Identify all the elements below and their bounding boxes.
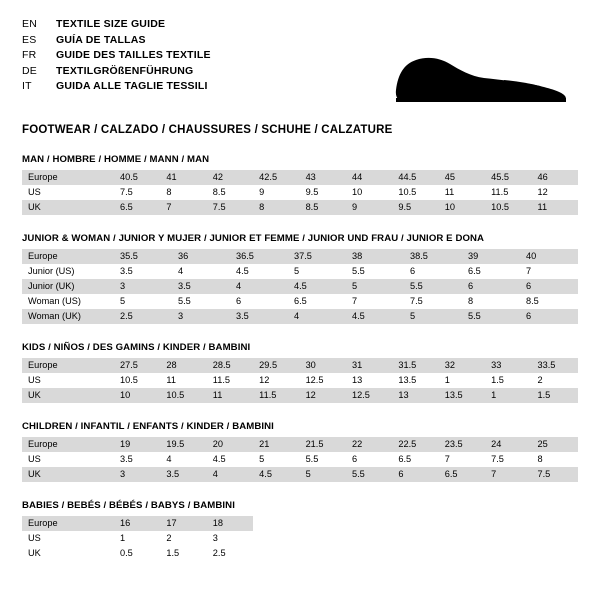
- size-cell-empty: [392, 531, 438, 546]
- size-cell: 9.5: [300, 185, 346, 200]
- size-cell-empty: [392, 546, 438, 561]
- size-cell: 12.5: [346, 388, 392, 403]
- category-title: FOOTWEAR / CALZADO / CHAUSSURES / SCHUHE / CALZATURE: [22, 124, 393, 136]
- size-cell: 3: [114, 279, 172, 294]
- size-cell-empty: [346, 531, 392, 546]
- size-cell: 2: [532, 373, 578, 388]
- size-cell-empty: [392, 516, 438, 531]
- size-cell: 10.5: [160, 388, 206, 403]
- language-title: GUIDA ALLE TAGLIE TESSILI: [56, 80, 208, 92]
- row-label: US: [22, 452, 114, 467]
- size-cell: 11.5: [485, 185, 531, 200]
- size-cell: 44.5: [392, 170, 438, 185]
- size-cell-empty: [485, 516, 531, 531]
- language-row: [22, 18, 211, 34]
- document-header: [22, 18, 578, 110]
- size-cell: 12: [532, 185, 578, 200]
- size-cell: 13.5: [439, 388, 485, 403]
- size-cell: 3: [114, 467, 160, 482]
- size-cell: 3: [207, 531, 253, 546]
- size-cell: 38: [346, 249, 404, 264]
- size-cell: 5.5: [172, 294, 230, 309]
- size-cell: 46: [532, 170, 578, 185]
- size-cell: 7: [520, 264, 578, 279]
- size-cell: 7: [439, 452, 485, 467]
- size-cell: 6: [404, 264, 462, 279]
- size-block-children: [22, 421, 578, 482]
- size-table: [22, 170, 578, 215]
- dress-shoe-icon: [390, 38, 570, 108]
- size-cell: 41: [160, 170, 206, 185]
- language-code: EN: [22, 18, 37, 30]
- table-row: [22, 249, 578, 264]
- size-cell: 4: [288, 309, 346, 324]
- language-title: GUÍA DE TALLAS: [56, 33, 146, 46]
- language-code: IT: [22, 80, 32, 92]
- size-cell: 9: [346, 200, 392, 215]
- row-label: US: [22, 185, 114, 200]
- size-cell: 1.5: [532, 388, 578, 403]
- size-cell: 19.5: [160, 437, 206, 452]
- size-cell-empty: [532, 531, 578, 546]
- size-cell: 19: [114, 437, 160, 452]
- size-cell: 10.5: [114, 373, 160, 388]
- size-cell: 22.5: [392, 437, 438, 452]
- row-label: Junior (UK): [22, 279, 114, 294]
- size-cell-empty: [346, 516, 392, 531]
- size-cell: 0.5: [114, 546, 160, 561]
- size-block-man: [22, 154, 578, 215]
- size-cell: 11.5: [207, 373, 253, 388]
- row-label: Junior (US): [22, 264, 114, 279]
- size-cell: 4: [172, 264, 230, 279]
- size-cell: 7.5: [485, 452, 531, 467]
- size-cell-empty: [485, 531, 531, 546]
- size-cell: 42.5: [253, 170, 299, 185]
- size-cell: 8: [253, 200, 299, 215]
- size-cell: 6.5: [439, 467, 485, 482]
- table-row: [22, 373, 578, 388]
- size-cell: 29.5: [253, 358, 299, 373]
- size-cell: 23.5: [439, 437, 485, 452]
- size-cell: 28: [160, 358, 206, 373]
- size-cell: 5.5: [404, 279, 462, 294]
- size-cell: 5: [346, 279, 404, 294]
- size-cell: 21: [253, 437, 299, 452]
- size-cell: 4.5: [207, 452, 253, 467]
- table-row: [22, 170, 578, 185]
- size-cell: 1: [114, 531, 160, 546]
- size-cell: 6: [392, 467, 438, 482]
- size-block-junior-woman: [22, 233, 578, 324]
- row-label: Woman (US): [22, 294, 114, 309]
- size-table: [22, 437, 578, 482]
- size-cell: 8.5: [207, 185, 253, 200]
- size-cell: 24: [485, 437, 531, 452]
- size-table: [22, 249, 578, 324]
- language-row: [22, 65, 211, 81]
- size-table: [22, 358, 578, 403]
- size-cell-empty: [300, 546, 346, 561]
- table-row: [22, 437, 578, 452]
- size-cell: 13: [392, 388, 438, 403]
- size-cell: 2.5: [207, 546, 253, 561]
- size-cell: 3.5: [114, 452, 160, 467]
- size-cell: 3.5: [172, 279, 230, 294]
- size-cell: 44: [346, 170, 392, 185]
- table-row: [22, 452, 578, 467]
- size-cell: 13.5: [392, 373, 438, 388]
- size-cell: 12.5: [300, 373, 346, 388]
- language-title-list: [22, 18, 211, 96]
- size-cell: 5: [288, 264, 346, 279]
- size-cell: 5: [114, 294, 172, 309]
- size-cell: 40.5: [114, 170, 160, 185]
- size-cell-empty: [439, 531, 485, 546]
- size-cell: 6.5: [288, 294, 346, 309]
- size-cell: 7.5: [404, 294, 462, 309]
- size-cell: 10.5: [485, 200, 531, 215]
- table-row: [22, 185, 578, 200]
- size-cell: 11: [160, 373, 206, 388]
- language-row: [22, 34, 211, 50]
- table-row: [22, 264, 578, 279]
- size-cell: 6.5: [114, 200, 160, 215]
- size-cell: 7.5: [532, 467, 578, 482]
- size-cell: 39: [462, 249, 520, 264]
- size-cell-empty: [485, 546, 531, 561]
- table-row: [22, 200, 578, 215]
- size-cell: 8: [462, 294, 520, 309]
- size-cell: 43: [300, 170, 346, 185]
- size-cell: 5.5: [346, 264, 404, 279]
- size-cell: 9: [253, 185, 299, 200]
- size-cell-empty: [532, 516, 578, 531]
- block-title: BABIES / BEBÉS / BÉBÉS / BABYS / BAMBINI: [22, 500, 235, 511]
- size-cell: 37.5: [288, 249, 346, 264]
- size-cell-empty: [253, 531, 299, 546]
- size-cell: 7: [160, 200, 206, 215]
- size-cell: 4.5: [346, 309, 404, 324]
- size-cell: 5.5: [462, 309, 520, 324]
- block-title: KIDS / NIÑOS / DES GAMINS / KINDER / BAMBINI: [22, 342, 251, 353]
- size-cell: 11: [439, 185, 485, 200]
- size-cell: 10: [114, 388, 160, 403]
- size-cell: 8: [532, 452, 578, 467]
- size-cell: 8.5: [300, 200, 346, 215]
- size-cell: 8: [160, 185, 206, 200]
- size-cell-empty: [439, 516, 485, 531]
- size-cell: 31.5: [392, 358, 438, 373]
- size-cell: 3.5: [160, 467, 206, 482]
- language-row: [22, 80, 211, 96]
- size-cell: 5.5: [300, 452, 346, 467]
- size-cell: 1.5: [485, 373, 531, 388]
- size-cell: 28.5: [207, 358, 253, 373]
- size-cell: 6: [346, 452, 392, 467]
- size-cell: 11: [532, 200, 578, 215]
- size-cell: 6: [520, 279, 578, 294]
- size-block-babies: [22, 500, 578, 561]
- row-label: Europe: [22, 170, 114, 185]
- size-cell: 4.5: [288, 279, 346, 294]
- size-cell: 36.5: [230, 249, 288, 264]
- size-cell: 10: [346, 185, 392, 200]
- block-title: JUNIOR & WOMAN / JUNIOR Y MUJER / JUNIOR ET FEMME / JUNIOR UND FRAU / JUNIOR E DONA: [22, 233, 485, 244]
- size-cell: 12: [300, 388, 346, 403]
- size-cell-empty: [300, 531, 346, 546]
- table-row: [22, 279, 578, 294]
- size-cell: 2.5: [114, 309, 172, 324]
- size-cell: 6: [230, 294, 288, 309]
- size-cell: 31: [346, 358, 392, 373]
- size-cell-empty: [346, 546, 392, 561]
- row-label: UK: [22, 467, 114, 482]
- block-title: CHILDREN / INFANTIL / ENFANTS / KINDER / BAMBINI: [22, 421, 274, 432]
- table-row: [22, 358, 578, 373]
- size-block-kids: [22, 342, 578, 403]
- table-row: [22, 294, 578, 309]
- block-title: MAN / HOMBRE / HOMME / MANN / MAN: [22, 154, 210, 165]
- size-cell: 6.5: [392, 452, 438, 467]
- row-label: US: [22, 531, 114, 546]
- size-cell: 11: [207, 388, 253, 403]
- size-cell: 32: [439, 358, 485, 373]
- language-title: GUIDE DES TAILLES TEXTILE: [56, 49, 211, 61]
- language-row: [22, 49, 211, 65]
- size-cell: 3: [172, 309, 230, 324]
- size-cell: 6.5: [462, 264, 520, 279]
- size-cell: 7.5: [114, 185, 160, 200]
- row-label: Woman (UK): [22, 309, 114, 324]
- row-label: Europe: [22, 437, 114, 452]
- table-row: [22, 388, 578, 403]
- size-cell: 1: [439, 373, 485, 388]
- size-cell: 45: [439, 170, 485, 185]
- size-cell: 6: [520, 309, 578, 324]
- table-row: [22, 531, 578, 546]
- size-cell-empty: [439, 546, 485, 561]
- row-label: UK: [22, 388, 114, 403]
- size-cell: 11.5: [253, 388, 299, 403]
- size-cell: 36: [172, 249, 230, 264]
- size-cell: 13: [346, 373, 392, 388]
- row-label: Europe: [22, 358, 114, 373]
- size-cell: 4.5: [230, 264, 288, 279]
- size-cell: 5: [253, 452, 299, 467]
- size-cell: 17: [160, 516, 206, 531]
- size-cell: 33.5: [532, 358, 578, 373]
- size-cell: 2: [160, 531, 206, 546]
- size-cell: 30: [300, 358, 346, 373]
- table-row: [22, 309, 578, 324]
- size-table: [22, 516, 578, 561]
- size-cell: 10.5: [392, 185, 438, 200]
- language-code: DE: [22, 64, 37, 77]
- row-label: UK: [22, 546, 114, 561]
- size-cell: 1: [485, 388, 531, 403]
- table-row: [22, 546, 578, 561]
- size-cell: 3.5: [230, 309, 288, 324]
- row-label: Europe: [22, 516, 114, 531]
- row-label: UK: [22, 200, 114, 215]
- language-title: TEXTILE SIZE GUIDE: [56, 18, 166, 30]
- size-cell: 7.5: [207, 200, 253, 215]
- size-cell: 27.5: [114, 358, 160, 373]
- size-cell: 1.5: [160, 546, 206, 561]
- size-cell-empty: [532, 546, 578, 561]
- size-cell: 40: [520, 249, 578, 264]
- language-code: ES: [22, 33, 37, 46]
- language-code: FR: [22, 49, 37, 61]
- size-cell: 35.5: [114, 249, 172, 264]
- size-cell: 16: [114, 516, 160, 531]
- size-cell: 7: [485, 467, 531, 482]
- size-cell: 4: [230, 279, 288, 294]
- size-cell: 25: [532, 437, 578, 452]
- size-cell: 7: [346, 294, 404, 309]
- table-row: [22, 516, 578, 531]
- size-cell: 5: [404, 309, 462, 324]
- size-cell: 4.5: [253, 467, 299, 482]
- size-cell: 18: [207, 516, 253, 531]
- size-cell: 12: [253, 373, 299, 388]
- language-title: TEXTILGRÖßENFÜHRUNG: [56, 64, 194, 77]
- size-cell: 20: [207, 437, 253, 452]
- size-cell: 45.5: [485, 170, 531, 185]
- size-cell: 42: [207, 170, 253, 185]
- size-cell: 9.5: [392, 200, 438, 215]
- size-cell: 10: [439, 200, 485, 215]
- size-cell-empty: [300, 516, 346, 531]
- size-cell: 38.5: [404, 249, 462, 264]
- size-cell: 4: [160, 452, 206, 467]
- row-label: Europe: [22, 249, 114, 264]
- size-cell: 3.5: [114, 264, 172, 279]
- row-label: US: [22, 373, 114, 388]
- size-cell: 22: [346, 437, 392, 452]
- size-cell: 5: [300, 467, 346, 482]
- table-row: [22, 467, 578, 482]
- size-cell: 33: [485, 358, 531, 373]
- size-cell: 8.5: [520, 294, 578, 309]
- size-cell-empty: [253, 516, 299, 531]
- size-cell: 21.5: [300, 437, 346, 452]
- size-cell: 5.5: [346, 467, 392, 482]
- size-cell: 6: [462, 279, 520, 294]
- size-cell: 4: [207, 467, 253, 482]
- size-cell-empty: [253, 546, 299, 561]
